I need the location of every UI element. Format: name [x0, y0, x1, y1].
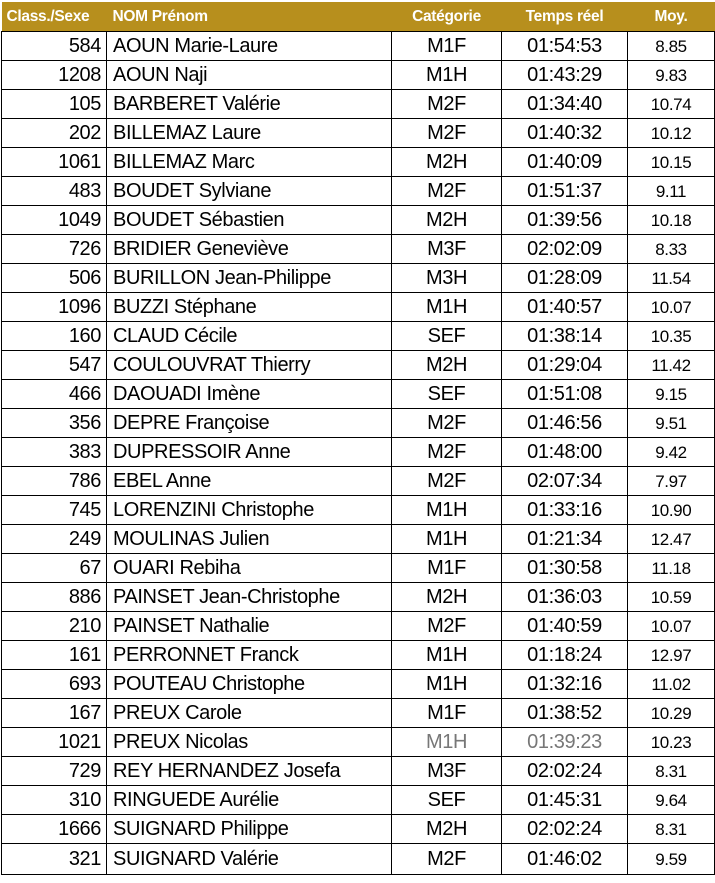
average-speed-cell: 12.97	[628, 641, 715, 670]
time-cell: 01:38:14	[502, 322, 628, 351]
header-time: Temps réel	[502, 2, 628, 32]
rank-cell: 1049	[2, 206, 107, 235]
table-row	[2, 322, 715, 351]
rank-cell: 483	[2, 177, 107, 206]
rank-cell: 310	[2, 786, 107, 815]
name-cell: BOUDET Sébastien	[107, 206, 392, 235]
average-speed-cell: 10.29	[628, 699, 715, 728]
name-cell: PREUX Carole	[107, 699, 392, 728]
table-row	[2, 641, 715, 670]
category-cell: M3F	[392, 235, 502, 264]
rank-cell: 67	[2, 554, 107, 583]
rank-cell: 726	[2, 235, 107, 264]
name-cell: COULOUVRAT Thierry	[107, 351, 392, 380]
category-cell: SEF	[392, 786, 502, 815]
average-speed-cell: 10.59	[628, 583, 715, 612]
table-row	[2, 496, 715, 525]
table-row	[2, 90, 715, 119]
rank-cell: 1666	[2, 815, 107, 844]
name-cell: MOULINAS Julien	[107, 525, 392, 554]
name-cell: BILLEMAZ Marc	[107, 148, 392, 177]
name-cell: REY HERNANDEZ Josefa	[107, 757, 392, 786]
table-row	[2, 32, 715, 61]
table-row	[2, 351, 715, 380]
header-row	[2, 2, 715, 32]
name-cell: POUTEAU Christophe	[107, 670, 392, 699]
results-table	[1, 2, 715, 875]
rank-cell: 547	[2, 351, 107, 380]
time-cell: 01:45:31	[502, 786, 628, 815]
average-speed-cell: 9.42	[628, 438, 715, 467]
header-category: Catégorie	[392, 2, 502, 32]
rank-cell: 202	[2, 119, 107, 148]
rank-cell: 466	[2, 380, 107, 409]
name-cell: DAOUADI Imène	[107, 380, 392, 409]
category-cell: M2F	[392, 844, 502, 875]
rank-cell: 693	[2, 670, 107, 699]
table-row	[2, 380, 715, 409]
rank-cell: 160	[2, 322, 107, 351]
category-cell: M3F	[392, 757, 502, 786]
name-cell: OUARI Rebiha	[107, 554, 392, 583]
name-cell: PAINSET Nathalie	[107, 612, 392, 641]
time-cell: 01:46:56	[502, 409, 628, 438]
average-speed-cell: 10.15	[628, 148, 715, 177]
time-cell: 01:54:53	[502, 32, 628, 61]
name-cell: PREUX Nicolas	[107, 728, 392, 757]
rank-cell: 786	[2, 467, 107, 496]
time-cell: 01:40:32	[502, 119, 628, 148]
table-row	[2, 293, 715, 322]
average-speed-cell: 8.33	[628, 235, 715, 264]
time-cell: 01:38:52	[502, 699, 628, 728]
category-cell: M2F	[392, 119, 502, 148]
rank-cell: 383	[2, 438, 107, 467]
table-row	[2, 61, 715, 90]
time-cell: 01:30:58	[502, 554, 628, 583]
name-cell: CLAUD Cécile	[107, 322, 392, 351]
table-row	[2, 119, 715, 148]
category-cell: M1H	[392, 641, 502, 670]
rank-cell: 1096	[2, 293, 107, 322]
average-speed-cell: 9.51	[628, 409, 715, 438]
rank-cell: 745	[2, 496, 107, 525]
table-row	[2, 409, 715, 438]
time-cell: 01:48:00	[502, 438, 628, 467]
table-row	[2, 815, 715, 844]
time-cell: 01:40:09	[502, 148, 628, 177]
time-cell: 01:51:08	[502, 380, 628, 409]
time-cell: 01:32:16	[502, 670, 628, 699]
rank-cell: 886	[2, 583, 107, 612]
time-cell: 02:02:24	[502, 757, 628, 786]
name-cell: RINGUEDE Aurélie	[107, 786, 392, 815]
time-cell: 01:18:24	[502, 641, 628, 670]
rank-cell: 1208	[2, 61, 107, 90]
average-speed-cell: 9.11	[628, 177, 715, 206]
average-speed-cell: 8.85	[628, 32, 715, 61]
name-cell: AOUN Marie-Laure	[107, 32, 392, 61]
time-cell: 01:39:56	[502, 206, 628, 235]
time-cell: 02:02:09	[502, 235, 628, 264]
category-cell: M1F	[392, 699, 502, 728]
rank-cell: 321	[2, 844, 107, 875]
category-cell: M3H	[392, 264, 502, 293]
header-name: NOM Prénom	[107, 2, 392, 32]
average-speed-cell: 10.12	[628, 119, 715, 148]
table-row	[2, 554, 715, 583]
table-row	[2, 844, 715, 875]
average-speed-cell: 11.42	[628, 351, 715, 380]
name-cell: DUPRESSOIR Anne	[107, 438, 392, 467]
table-row	[2, 612, 715, 641]
rank-cell: 210	[2, 612, 107, 641]
name-cell: LORENZINI Christophe	[107, 496, 392, 525]
category-cell: M1H	[392, 728, 502, 757]
time-cell: 01:34:40	[502, 90, 628, 119]
table-row	[2, 177, 715, 206]
name-cell: BARBERET Valérie	[107, 90, 392, 119]
header-rank: Class./Sexe	[2, 2, 107, 32]
average-speed-cell: 9.15	[628, 380, 715, 409]
category-cell: M2F	[392, 409, 502, 438]
average-speed-cell: 9.59	[628, 844, 715, 875]
average-speed-cell: 8.31	[628, 757, 715, 786]
category-cell: M2F	[392, 438, 502, 467]
time-cell: 02:02:24	[502, 815, 628, 844]
table-row	[2, 728, 715, 757]
category-cell: M2H	[392, 206, 502, 235]
name-cell: EBEL Anne	[107, 467, 392, 496]
table-row	[2, 206, 715, 235]
time-cell: 01:28:09	[502, 264, 628, 293]
name-cell: BILLEMAZ Laure	[107, 119, 392, 148]
category-cell: M1H	[392, 525, 502, 554]
category-cell: M1H	[392, 293, 502, 322]
category-cell: M1H	[392, 61, 502, 90]
time-cell: 01:43:29	[502, 61, 628, 90]
table-row	[2, 235, 715, 264]
category-cell: SEF	[392, 380, 502, 409]
name-cell: PERRONNET Franck	[107, 641, 392, 670]
rank-cell: 105	[2, 90, 107, 119]
name-cell: SUIGNARD Valérie	[107, 844, 392, 875]
category-cell: M1H	[392, 496, 502, 525]
time-cell: 01:33:16	[502, 496, 628, 525]
time-cell: 01:29:04	[502, 351, 628, 380]
table-row	[2, 786, 715, 815]
name-cell: SUIGNARD Philippe	[107, 815, 392, 844]
category-cell: M1F	[392, 554, 502, 583]
category-cell: M2H	[392, 148, 502, 177]
time-cell: 01:36:03	[502, 583, 628, 612]
table-row	[2, 525, 715, 554]
category-cell: M2F	[392, 467, 502, 496]
table-row	[2, 583, 715, 612]
table-row	[2, 148, 715, 177]
header-average: Moy.	[628, 2, 715, 32]
table-row	[2, 264, 715, 293]
table-row	[2, 670, 715, 699]
rank-cell: 1061	[2, 148, 107, 177]
category-cell: M2F	[392, 612, 502, 641]
time-cell: 01:39:23	[502, 728, 628, 757]
table-row	[2, 699, 715, 728]
table-row	[2, 467, 715, 496]
name-cell: BRIDIER Geneviève	[107, 235, 392, 264]
name-cell: BURILLON Jean-Philippe	[107, 264, 392, 293]
time-cell: 02:07:34	[502, 467, 628, 496]
category-cell: M1H	[392, 670, 502, 699]
average-speed-cell: 10.07	[628, 612, 715, 641]
average-speed-cell: 10.07	[628, 293, 715, 322]
rank-cell: 161	[2, 641, 107, 670]
category-cell: M1F	[392, 32, 502, 61]
rank-cell: 506	[2, 264, 107, 293]
rank-cell: 729	[2, 757, 107, 786]
category-cell: M2H	[392, 583, 502, 612]
average-speed-cell: 10.35	[628, 322, 715, 351]
name-cell: AOUN Naji	[107, 61, 392, 90]
average-speed-cell: 7.97	[628, 467, 715, 496]
table-row	[2, 757, 715, 786]
category-cell: M2H	[392, 351, 502, 380]
average-speed-cell: 8.31	[628, 815, 715, 844]
average-speed-cell: 10.74	[628, 90, 715, 119]
average-speed-cell: 11.02	[628, 670, 715, 699]
average-speed-cell: 11.18	[628, 554, 715, 583]
category-cell: M2F	[392, 90, 502, 119]
category-cell: SEF	[392, 322, 502, 351]
time-cell: 01:51:37	[502, 177, 628, 206]
table-body	[2, 32, 715, 875]
name-cell: DEPRE Françoise	[107, 409, 392, 438]
average-speed-cell: 10.18	[628, 206, 715, 235]
rank-cell: 249	[2, 525, 107, 554]
name-cell: BOUDET Sylviane	[107, 177, 392, 206]
table-header	[2, 2, 715, 32]
table-row	[2, 438, 715, 467]
time-cell: 01:40:57	[502, 293, 628, 322]
time-cell: 01:40:59	[502, 612, 628, 641]
average-speed-cell: 10.23	[628, 728, 715, 757]
category-cell: M2H	[392, 815, 502, 844]
time-cell: 01:21:34	[502, 525, 628, 554]
average-speed-cell: 9.64	[628, 786, 715, 815]
average-speed-cell: 12.47	[628, 525, 715, 554]
rank-cell: 584	[2, 32, 107, 61]
rank-cell: 356	[2, 409, 107, 438]
time-cell: 01:46:02	[502, 844, 628, 875]
average-speed-cell: 9.83	[628, 61, 715, 90]
rank-cell: 167	[2, 699, 107, 728]
average-speed-cell: 10.90	[628, 496, 715, 525]
category-cell: M2F	[392, 177, 502, 206]
name-cell: PAINSET Jean-Christophe	[107, 583, 392, 612]
rank-cell: 1021	[2, 728, 107, 757]
average-speed-cell: 11.54	[628, 264, 715, 293]
name-cell: BUZZI Stéphane	[107, 293, 392, 322]
